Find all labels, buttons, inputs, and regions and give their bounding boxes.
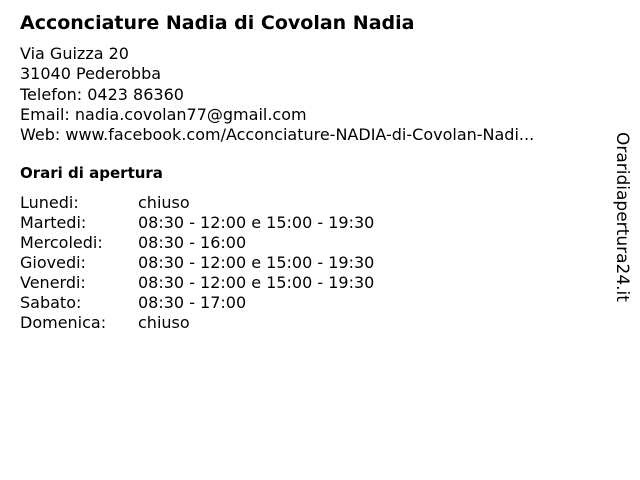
email-line: Email: nadia.covolan77@gmail.com <box>20 104 307 124</box>
web-line: Web: www.facebook.com/Acconciature-NADIA-di-Covolan-Nadi... <box>20 125 535 145</box>
day-label: Lunedi: <box>20 193 79 213</box>
hours-row-thursday <box>20 253 374 273</box>
day-hours: 08:30 - 12:00 e 15:00 - 19:30 <box>138 213 375 233</box>
hours-row-monday <box>20 193 374 213</box>
hours-row-sunday <box>20 313 374 333</box>
street-address: Via Guizza 20 <box>20 44 129 63</box>
day-label: Domenica: <box>20 313 107 333</box>
day-hours: 08:30 - 17:00 <box>138 293 247 313</box>
hours-row-saturday <box>20 293 374 313</box>
hours-row-tuesday <box>20 213 374 233</box>
day-hours: 08:30 - 12:00 e 15:00 - 19:30 <box>138 253 375 273</box>
day-label: Mercoledi: <box>20 233 103 253</box>
business-card <box>20 11 600 333</box>
opening-hours-heading: Orari di apertura <box>20 164 163 183</box>
day-hours: 08:30 - 16:00 <box>138 233 247 253</box>
day-label: Martedi: <box>20 213 87 233</box>
postal-city: 31040 Pederobba <box>20 64 162 84</box>
day-label: Sabato: <box>20 293 82 313</box>
business-name: Acconciature Nadia di Covolan Nadia <box>20 12 415 34</box>
day-hours: chiuso <box>138 313 190 333</box>
phone-line: Telefon: 0423 86360 <box>20 84 184 104</box>
day-label: Giovedi: <box>20 253 86 273</box>
day-hours: chiuso <box>138 193 190 213</box>
site-brand-vertical: Oraridiapertura24.it <box>612 132 632 302</box>
hours-row-wednesday <box>20 233 374 253</box>
hours-row-friday <box>20 273 374 293</box>
opening-hours-table <box>20 193 374 333</box>
day-label: Venerdi: <box>20 273 86 293</box>
day-hours: 08:30 - 12:00 e 15:00 - 19:30 <box>138 273 375 293</box>
